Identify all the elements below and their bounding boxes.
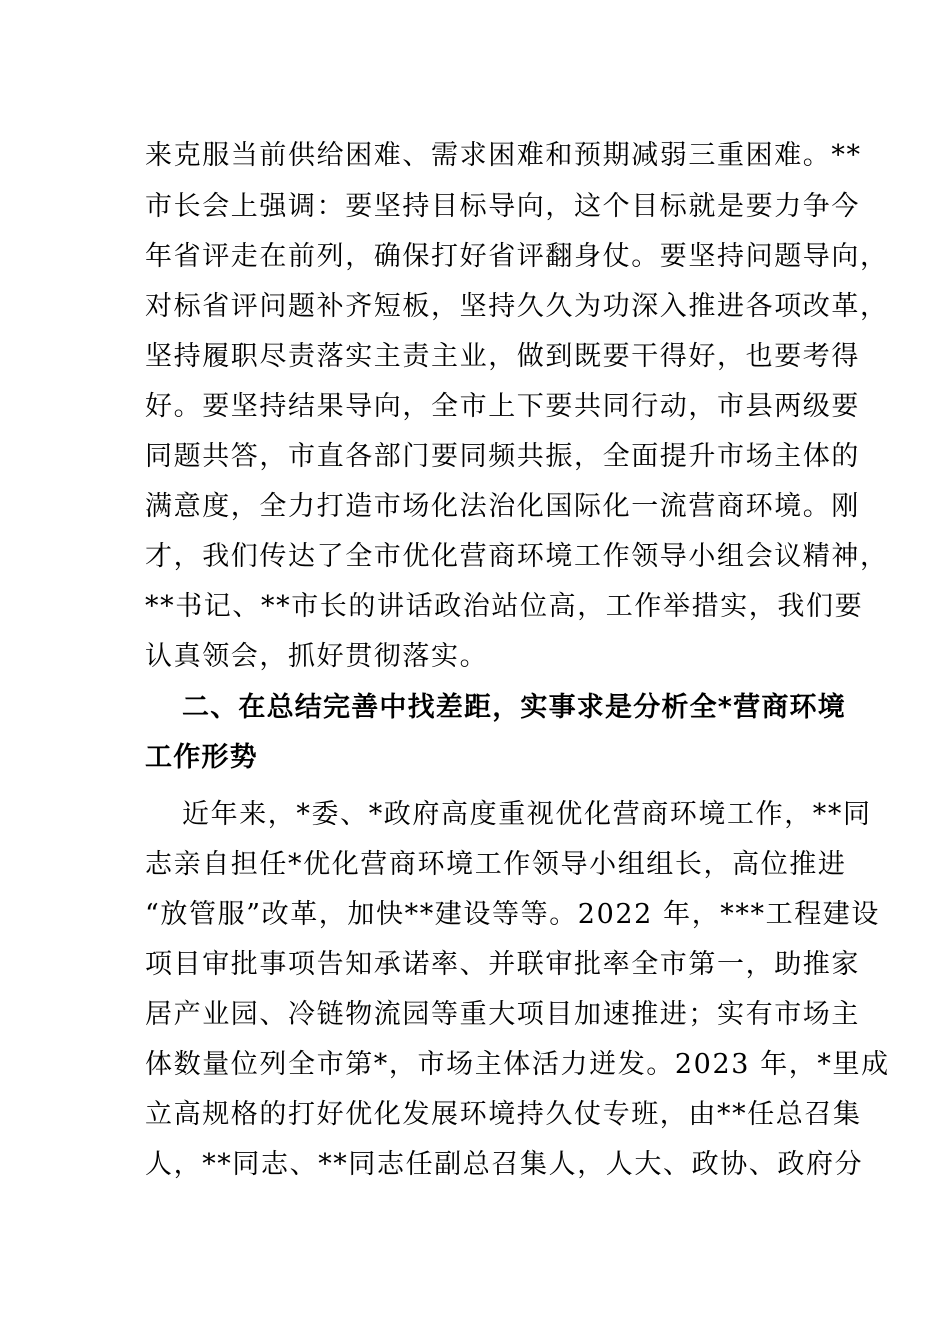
paragraph-line: 项目审批事项告知承诺率、并联审批率全市第一，助推家: [145, 949, 860, 980]
paragraph-line: 人，**同志、**同志任副总召集人，人大、政协、政府分: [145, 1149, 864, 1180]
paragraph-line: 才，我们传达了全市优化营商环境工作领导小组会议精神，: [145, 541, 889, 572]
paragraph-line: 满意度，全力打造市场化法治化国际化一流营商环境。刚: [145, 491, 860, 522]
paragraph-line: 来克服当前供给困难、需求困难和预期减弱三重困难。**: [145, 140, 862, 171]
paragraph-line: 好。要坚持结果导向，全市上下要共同行动，市县两级要: [145, 391, 860, 422]
paragraph-line: 志亲自担任*优化营商环境工作领导小组组长，高位推进: [145, 849, 847, 880]
paragraph-line: 居产业园、冷链物流园等重大项目加速推进；实有市场主: [145, 999, 860, 1030]
paragraph-line: 同题共答，市直各部门要同频共振，全面提升市场主体的: [145, 441, 860, 472]
paragraph-line: **书记、**市长的讲话政治站位高，工作举措实，我们要: [145, 591, 864, 622]
paragraph-line: 对标省评问题补齐短板，坚持久久为功深入推进各项改革，: [145, 291, 889, 322]
paragraph-line: 市长会上强调：要坚持目标导向，这个目标就是要力争今: [145, 191, 860, 222]
paragraph-line: 近年来，*委、*政府高度重视优化营商环境工作，**同: [182, 799, 872, 830]
heading-line: 二、在总结完善中找差距，实事求是分析全*营商环境: [182, 692, 846, 723]
paragraph-line: “放管服”改革，加快**建设等等。2022 年，***工程建设: [145, 899, 881, 930]
paragraph-line: 认真领会，抓好贯彻落实。: [145, 641, 489, 672]
paragraph-line: 体数量位列全市第*，市场主体活力迸发。2023 年，*里成: [145, 1049, 890, 1080]
paragraph-line: 立高规格的打好优化发展环境持久仗专班，由**任总召集: [145, 1099, 862, 1130]
heading-line: 工作形势: [145, 742, 258, 773]
paragraph-line: 年省评走在前列，确保打好省评翻身仗。要坚持问题导向，: [145, 241, 889, 272]
paragraph-line: 坚持履职尽责落实主责主业，做到既要干得好，也要考得: [145, 341, 860, 372]
